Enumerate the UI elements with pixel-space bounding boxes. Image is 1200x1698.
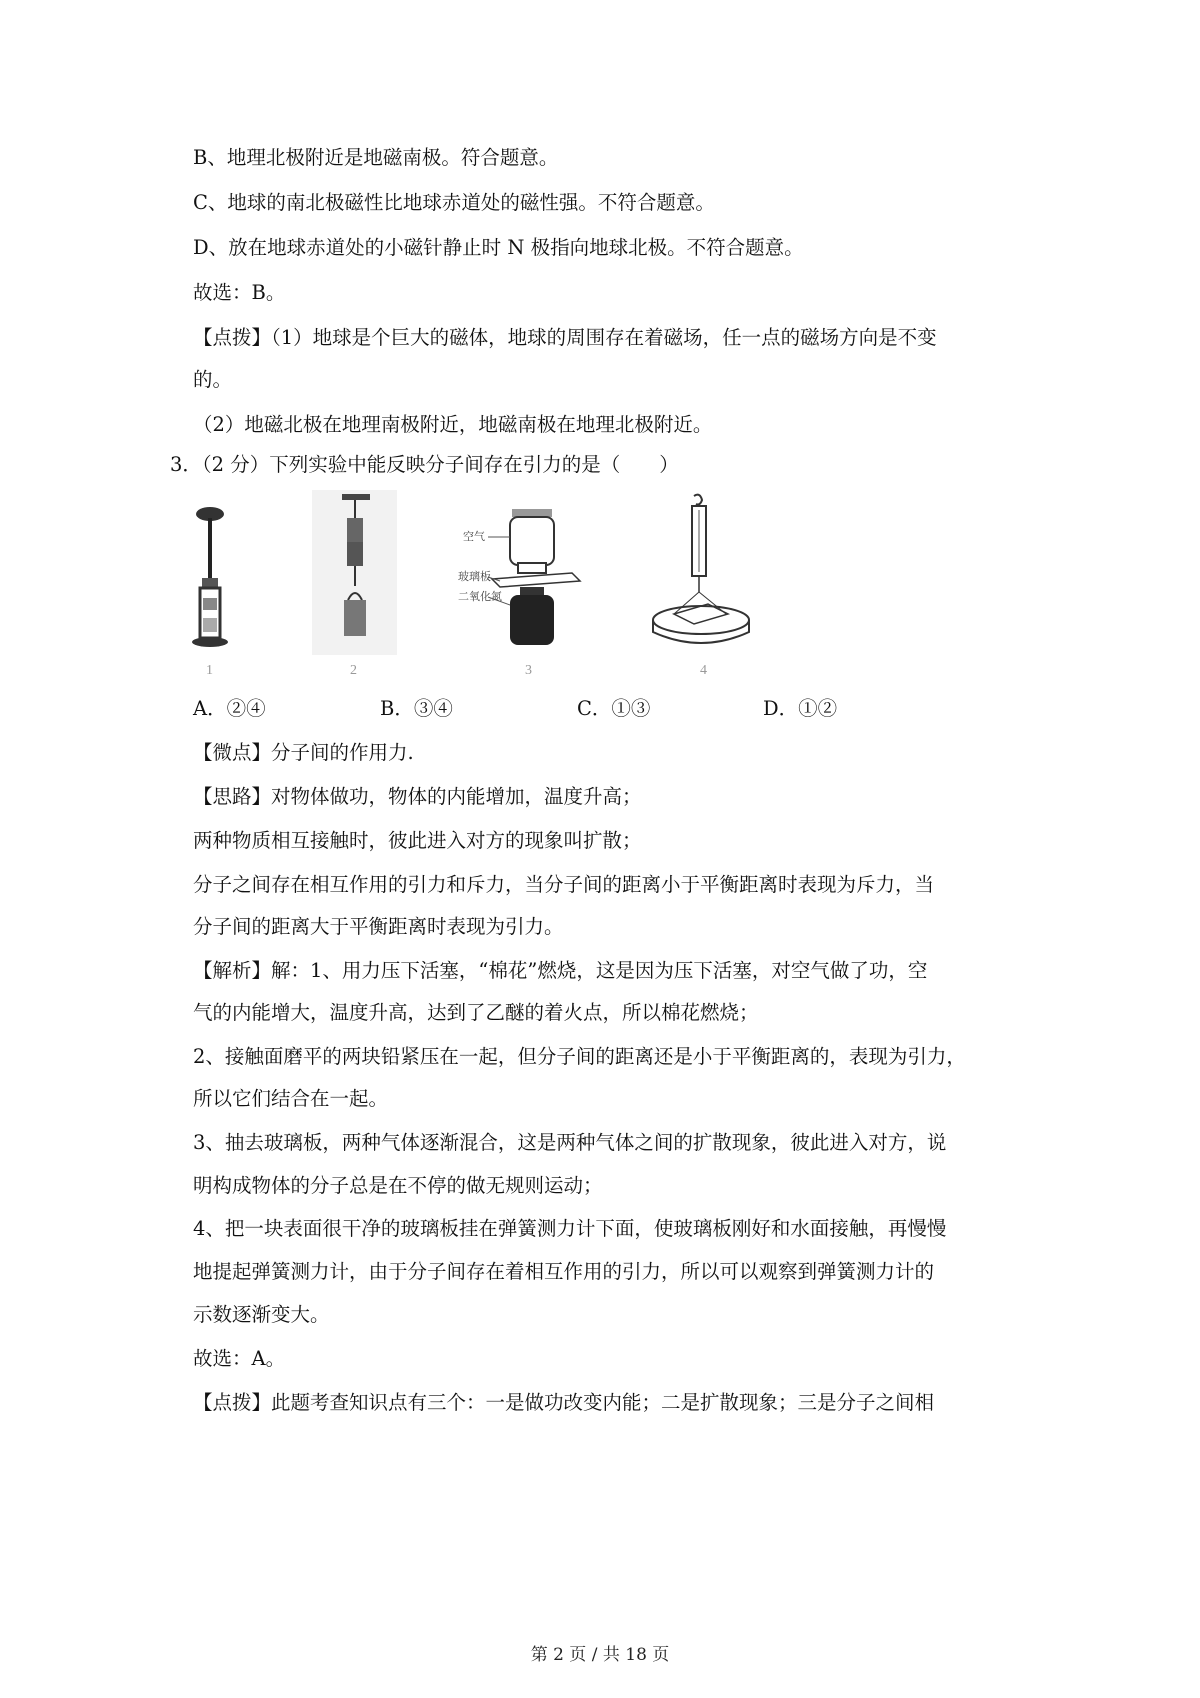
option-c-explanation: C、地球的南北极磁性比地球赤道处的磁性强。不符合题意。 xyxy=(193,191,715,214)
analysis-line: 地提起弹簧测力计，由于分子间存在着相互作用的引力，所以可以观察到弹簧测力计的 xyxy=(193,1260,935,1283)
figure-4-caption: 4 xyxy=(700,663,707,678)
analysis-line: 所以它们结合在一起。 xyxy=(193,1087,389,1110)
analysis-line: 2、接触面磨平的两块铅紧压在一起，但分子间的距离还是小于平衡距离的，表现为引力， xyxy=(193,1045,966,1068)
choice-d: D．①② xyxy=(763,697,838,720)
analysis-line: 3、抽去玻璃板，两种气体逐渐混合，这是两种气体之间的扩散现象，彼此进入对方，说 xyxy=(193,1131,947,1154)
idea-line: 【思路】对物体做功，物体的内能增加，温度升高； xyxy=(193,785,642,808)
tip-line: 【点拨】此题考查知识点有三个：一是做功改变内能；二是扩散现象；三是分子之间相 xyxy=(193,1391,935,1414)
tip-line: （2）地磁北极在地理南极附近，地磁南极在地理北极附近。 xyxy=(193,413,713,436)
micro-point: 【微点】分子间的作用力. xyxy=(193,741,414,764)
answer-line: 故选：B。 xyxy=(193,281,286,304)
idea-line: 分子间的距离大于平衡距离时表现为引力。 xyxy=(193,915,564,938)
analysis-line: 气的内能增大，温度升高，达到了乙醚的着火点，所以棉花燃烧； xyxy=(193,1001,759,1024)
tip-line: 【点拨】（1）地球是个巨大的磁体，地球的周围存在着磁场，任一点的磁场方向是不变 xyxy=(193,326,937,349)
tip-line: 的。 xyxy=(193,368,233,391)
idea-line: 两种物质相互接触时，彼此进入对方的现象叫扩散； xyxy=(193,829,642,852)
choice-c: C．①③ xyxy=(577,697,651,720)
question-stem: 3．（2 分）下列实验中能反映分子间存在引力的是（ ） xyxy=(170,453,679,476)
figure-1-piston-apparatus xyxy=(180,500,250,650)
figure-2-lead-cylinders xyxy=(312,490,397,655)
figure-3-caption: 3 xyxy=(525,663,532,678)
figure-1-caption: 1 xyxy=(206,663,213,678)
analysis-line: 4、把一块表面很干净的玻璃板挂在弹簧测力计下面，使玻璃板刚好和水面接触，再慢慢 xyxy=(193,1217,947,1240)
analysis-line: 明构成物体的分子总是在不停的做无规则运动； xyxy=(193,1174,603,1197)
analysis-line: 示数逐渐变大。 xyxy=(193,1303,330,1326)
page-number: 第 2 页 / 共 18 页 xyxy=(530,1645,670,1665)
option-b-explanation: B、地理北极附近是地磁南极。符合题意。 xyxy=(193,146,559,169)
figure-2-caption: 2 xyxy=(350,663,357,678)
figure-3-label-air: 空气 xyxy=(463,531,485,543)
figure-3-label-gas: 二氧化氮 xyxy=(458,591,502,603)
figure-4-spring-scale-water xyxy=(648,492,758,652)
option-d-explanation: D、放在地球赤道处的小磁针静止时 N 极指向地球北极。不符合题意。 xyxy=(193,236,804,259)
figure-3-label-glass: 玻璃板 xyxy=(458,571,491,583)
choice-b: B．③④ xyxy=(380,697,453,720)
analysis-line: 【解析】解：1、用力压下活塞，“棉花”燃烧，这是因为压下活塞，对空气做了功，空 xyxy=(193,959,928,982)
idea-line: 分子之间存在相互作用的引力和斥力，当分子间的距离小于平衡距离时表现为斥力，当 xyxy=(193,873,935,896)
choice-a: A．②④ xyxy=(193,697,266,720)
answer-line: 故选：A。 xyxy=(193,1347,286,1370)
